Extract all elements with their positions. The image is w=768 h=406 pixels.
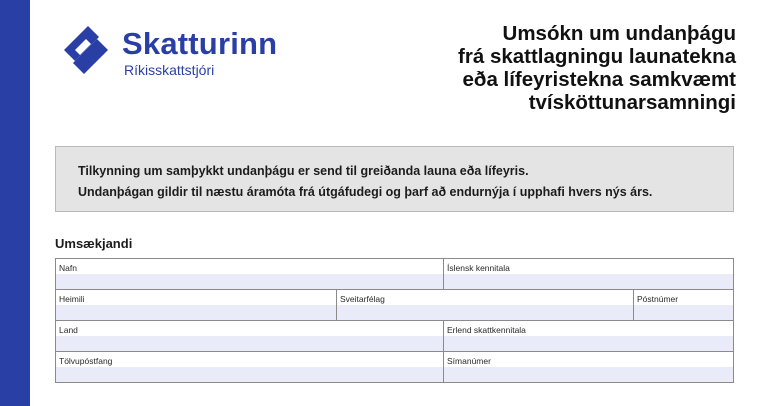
field-label: Erlend skattkennitala <box>447 325 526 335</box>
field-label: Land <box>59 325 78 335</box>
title-line: tvísköttunarsamningi <box>528 91 736 114</box>
field-label: Póstnúmer <box>637 294 679 304</box>
email-input[interactable] <box>56 367 443 382</box>
name-field[interactable] <box>56 259 443 289</box>
foreign-tax-id-input[interactable] <box>444 336 733 351</box>
notice-line: Undanþágan gildir til næstu áramóta frá útgáfudegi og þarf að endurnýja í upphafi hvers nýs árs. <box>78 185 653 199</box>
brand-logo <box>58 22 308 82</box>
kennitala-field[interactable] <box>443 259 733 289</box>
name-input[interactable] <box>56 274 443 289</box>
skatturinn-diamond-logo-icon <box>58 22 114 78</box>
field-label: Tölvupóstfang <box>59 356 113 366</box>
foreign-tax-id-field[interactable] <box>443 321 733 351</box>
postal-code-field[interactable] <box>633 290 733 320</box>
field-label: Sveitarfélag <box>340 294 385 304</box>
kennitala-input[interactable] <box>444 274 733 289</box>
address-field[interactable] <box>56 290 336 320</box>
brand-subtitle: Ríkisskattstjóri <box>124 62 215 78</box>
municipality-field[interactable] <box>336 290 633 320</box>
title-line: eða lífeyristekna samkvæmt <box>462 68 736 91</box>
form-row <box>56 321 733 352</box>
field-label: Íslensk kennitala <box>447 263 510 273</box>
field-label: Heimili <box>59 294 85 304</box>
municipality-input[interactable] <box>337 305 633 320</box>
section-title-applicant: Umsækjandi <box>55 236 133 251</box>
country-field[interactable] <box>56 321 443 351</box>
phone-input[interactable] <box>444 367 733 382</box>
address-input[interactable] <box>56 305 336 320</box>
document-title <box>356 22 736 114</box>
form-row <box>56 259 733 290</box>
form-page <box>30 0 768 406</box>
postal-code-input[interactable] <box>634 305 733 320</box>
email-field[interactable] <box>56 352 443 382</box>
phone-field[interactable] <box>443 352 733 382</box>
applicant-form <box>55 258 734 383</box>
title-line: Umsókn um undanþágu <box>502 22 736 45</box>
form-row <box>56 352 733 382</box>
field-label: Nafn <box>59 263 77 273</box>
brand-name: Skatturinn <box>122 26 278 61</box>
title-line: frá skattlagningu launatekna <box>458 45 736 68</box>
form-row <box>56 290 733 321</box>
field-label: Símanúmer <box>447 356 491 366</box>
notice-box <box>55 146 734 212</box>
country-input[interactable] <box>56 336 443 351</box>
notice-line: Tilkynning um samþykkt undanþágu er send til greiðanda launa eða lífeyris. <box>78 164 529 178</box>
